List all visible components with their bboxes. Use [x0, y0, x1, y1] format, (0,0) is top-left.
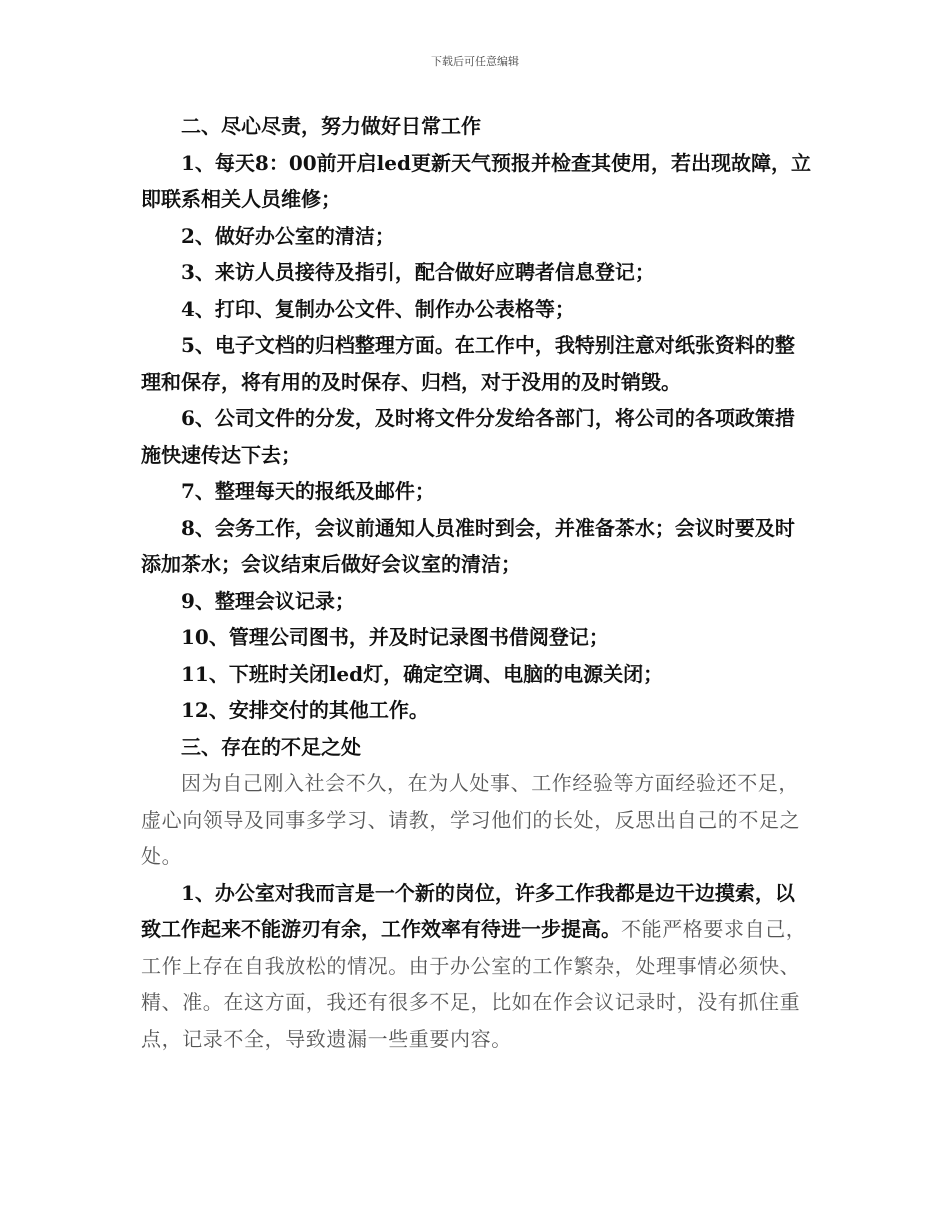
bold-text: 1、办公室对我而言是一个新的岗位，许多工作我都是边干边摸索，以致工作起来不能游刃有余，工作效率有待进一步提高。 [141, 880, 795, 941]
list-item: 1、每天8：00前开启led更新天气预报并检查其使用，若出现故障，立即联系相关人员维修； [141, 150, 811, 211]
list-item: 6、公司文件的分发，及时将文件分发给各部门，将公司的各项政策措施快速传达下去； [141, 406, 795, 467]
document-body [141, 108, 813, 1057]
list-item: 10、管理公司图书，并及时记录图书借阅登记； [181, 625, 609, 649]
list-item: 4、打印、复制办公文件、制作办公表格等； [181, 296, 575, 321]
normal-text: 不能严格要求自己，工作上存在自我放松的情况。由于办公室的工作繁杂，处理事情必须快、精、准。在这方面，我还有很多不足，比如在作会议记录时，没有抓住重点，记录不全，导致遗漏一些重要内容。 [141, 917, 807, 1051]
list-item: 7、整理每天的报纸及邮件； [181, 479, 435, 503]
list-item: 5、电子文档的归档整理方面。在工作中，我特别注意对纸张资料的整理和保存，将有用的及时保存、归档，对于没用的及时销毁。 [141, 333, 795, 394]
section-heading: 二、尽心尽责，努力做好日常工作 [181, 114, 481, 138]
list-item: 2、做好办公室的清洁； [181, 223, 395, 248]
body-paragraph: 因为自己刚入社会不久，在为人处事、工作经验等方面经验还不足，虚心向领导及同事多学习、请教，学习他们的长处，反思出自己的不足之处。 [141, 771, 801, 868]
section-heading: 三、存在的不足之处 [181, 734, 361, 759]
body-paragraph-mixed [141, 875, 813, 1058]
list-item: 11、下班时关闭led灯，确定空调、电脑的电源关闭； [181, 661, 664, 686]
list-item: 3、来访人员接待及指引，配合做好应聘者信息登记； [181, 260, 655, 284]
page-header: 下载后可任意编辑 [431, 55, 519, 68]
list-item: 12、安排交付的其他工作。 [181, 698, 429, 722]
list-item: 9、整理会议记录； [181, 588, 355, 613]
list-item: 8、会务工作，会议前通知人员准时到会，并准备茶水；会议时要及时添加茶水；会议结束后做好会议室的清洁； [141, 515, 795, 576]
